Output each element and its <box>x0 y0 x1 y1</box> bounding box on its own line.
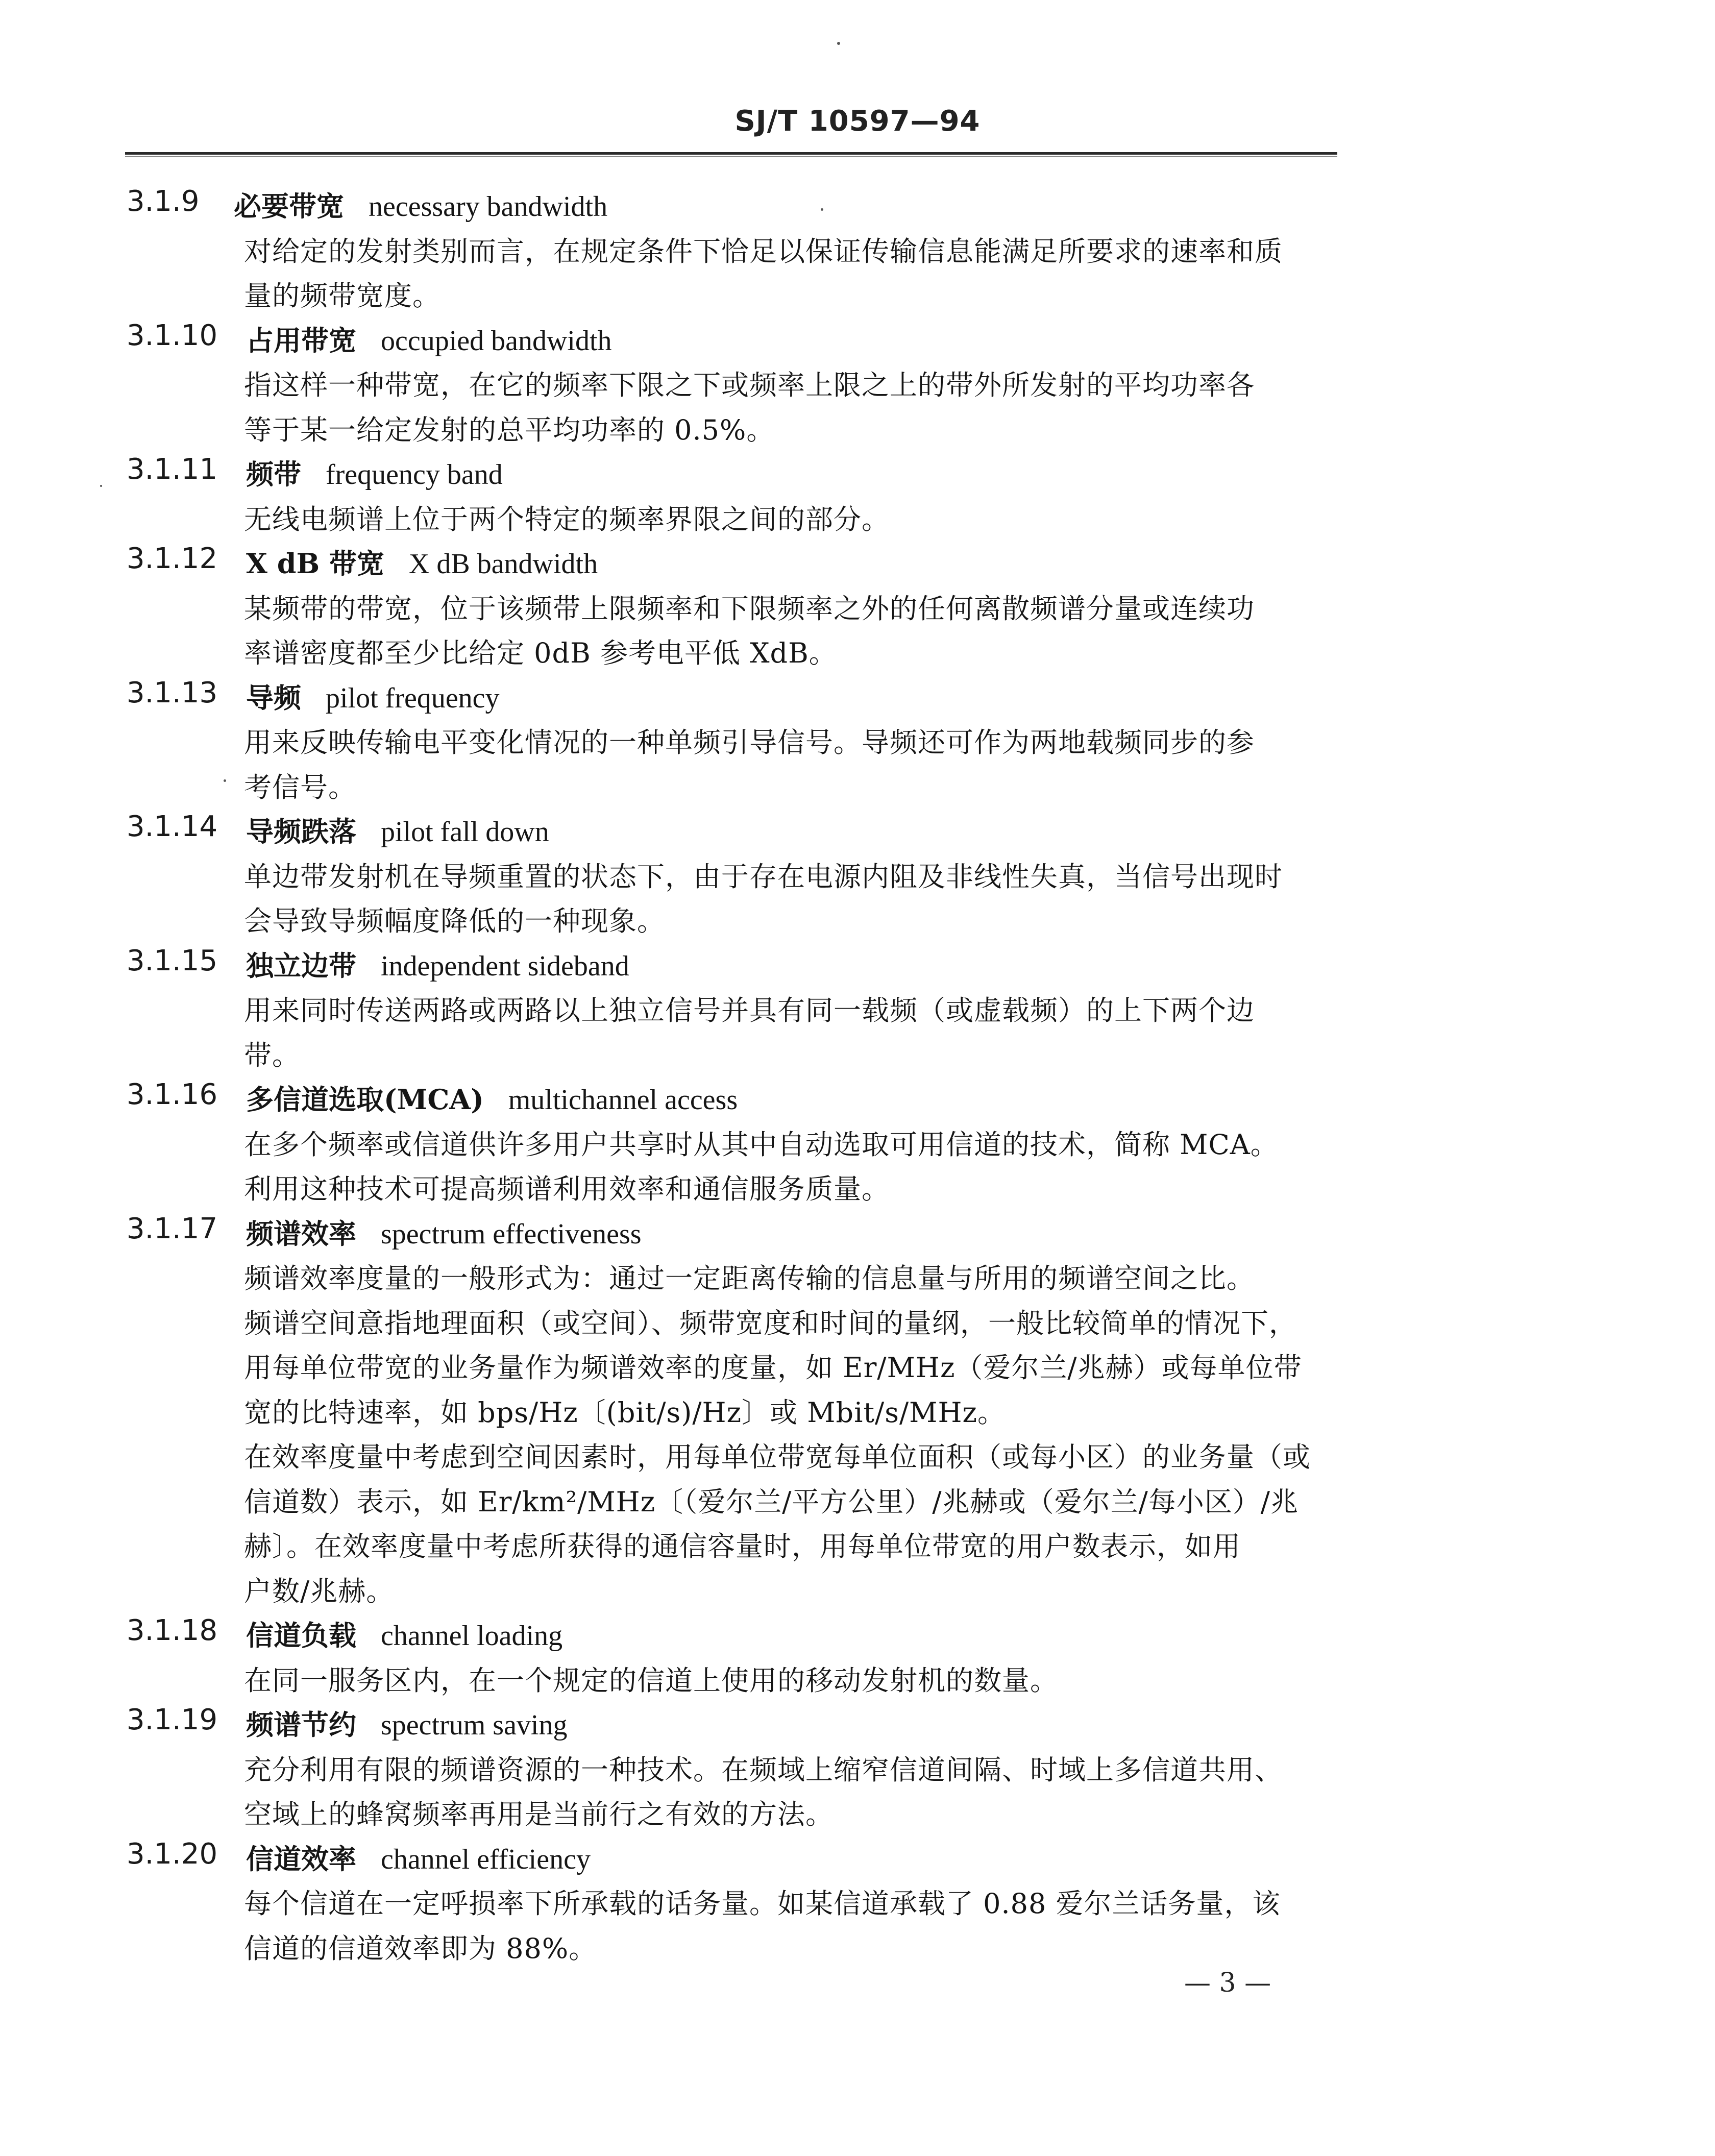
entry-term <box>246 810 549 849</box>
entry-number: 3.1.17 <box>127 1212 218 1245</box>
term-chinese: 导频 <box>246 681 301 714</box>
term-english: spectrum saving <box>381 1709 568 1741</box>
definition-line: 用来同时传送两路或两路以上独立信号并具有同一载频（或虚载频）的上下两个边 <box>244 994 1255 1026</box>
scan-speck <box>837 42 840 45</box>
definition-line: 利用这种技术可提高频谱利用效率和通信服务质量。 <box>244 1173 890 1205</box>
entry-term <box>246 944 629 984</box>
entry-term <box>246 1837 591 1877</box>
entry-term <box>246 453 503 492</box>
term-chinese: X dB 带宽 <box>246 547 384 580</box>
term-chinese: 频谱效率 <box>246 1217 356 1250</box>
term-chinese: 占用带宽 <box>246 324 356 357</box>
term-english: X dB bandwidth <box>408 548 598 580</box>
term-chinese: 频带 <box>246 458 301 491</box>
definition-line: 户数/兆赫。 <box>244 1575 395 1607</box>
definition-line: 宽的比特速率，如 bps/Hz〔(bit/s)/Hz〕或 Mbit/s/MHz。 <box>244 1396 1006 1429</box>
definition-line: 率谱密度都至少比给定 0dB 参考电平低 XdB。 <box>244 637 837 669</box>
entry-number: 3.1.12 <box>127 542 218 575</box>
term-english: pilot frequency <box>326 682 500 714</box>
entry-number: 3.1.19 <box>127 1703 218 1736</box>
term-english: necessary bandwidth <box>369 191 608 223</box>
definition-line: 某频带的带宽，位于该频带上限频率和下限频率之外的任何离散频谱分量或连续功 <box>244 592 1255 625</box>
definition-line: 在同一服务区内，在一个规定的信道上使用的移动发射机的数量。 <box>244 1664 1058 1697</box>
definition-line: 在效率度量中考虑到空间因素时，用每单位带宽每单位面积（或每小区）的业务量（或 <box>244 1441 1311 1473</box>
entry-term <box>246 676 500 716</box>
definition-line: 指这样一种带宽，在它的频率下限之下或频率上限之上的带外所发射的平均功率各 <box>244 369 1255 401</box>
definition-line: 空域上的蜂窝频率再用是当前行之有效的方法。 <box>244 1798 834 1830</box>
term-english: pilot fall down <box>381 816 549 848</box>
entry-number: 3.1.11 <box>127 453 218 486</box>
definition-line: 信道数）表示，如 Er/km²/MHz〔（爱尔兰/平方公里）/兆赫或（爱尔兰/每小区）/兆 <box>244 1485 1298 1518</box>
entry-number: 3.1.20 <box>127 1837 218 1871</box>
entry-number: 3.1.10 <box>127 318 218 352</box>
term-chinese: 必要带宽 <box>234 190 344 223</box>
term-chinese: 信道负载 <box>246 1619 356 1652</box>
definition-line: 用来反映传输电平变化情况的一种单频引导信号。导频还可作为两地载频同步的参 <box>244 726 1255 758</box>
entry-number: 3.1.13 <box>127 676 218 709</box>
scan-speck <box>100 485 102 487</box>
scan-speck <box>821 208 823 211</box>
definition-line: 考信号。 <box>244 771 356 803</box>
term-english: independent sideband <box>381 950 629 982</box>
entry-number: 3.1.14 <box>127 810 218 843</box>
entry-term <box>246 1212 642 1252</box>
entry-number: 3.1.18 <box>127 1614 218 1647</box>
term-chinese: 频谱节约 <box>246 1708 356 1741</box>
definition-line: 量的频带宽度。 <box>244 280 440 312</box>
scan-speck <box>224 779 226 782</box>
entry-number: 3.1.16 <box>127 1078 218 1111</box>
term-english: frequency band <box>326 459 503 491</box>
definition-line: 充分利用有限的频谱资源的一种技术。在频域上缩窄信道间隔、时域上多信道共用、 <box>244 1753 1283 1786</box>
definition-line: 频谱效率度量的一般形式为：通过一定距离传输的信息量与所用的频谱空间之比。 <box>244 1262 1255 1294</box>
definition-line: 会导致导频幅度降低的一种现象。 <box>244 905 665 937</box>
term-english: spectrum effectiveness <box>381 1218 642 1250</box>
definition-line: 在多个频率或信道供许多用户共享时从其中自动选取可用信道的技术，简称 MCA。 <box>244 1128 1279 1161</box>
definition-line: 用每单位带宽的业务量作为频谱效率的度量，如 Er/MHz（爱尔兰/兆赫）或每单位带 <box>244 1352 1302 1384</box>
entry-term <box>246 542 598 581</box>
entry-term <box>246 1078 738 1117</box>
term-english: channel efficiency <box>381 1843 591 1875</box>
term-english: occupied bandwidth <box>381 325 612 357</box>
definition-line: 带。 <box>244 1039 300 1071</box>
page-number: — 3 — <box>1184 1968 1271 1998</box>
entry-term <box>246 319 612 358</box>
entry-term <box>234 185 607 224</box>
page-header: SJ/T 10597—94 <box>734 105 981 138</box>
header-rule-thin <box>125 156 1337 157</box>
definition-line: 赫〕。在效率度量中考虑所获得的通信容量时，用每单位带宽的用户数表示，如用 <box>244 1530 1241 1562</box>
entry-number: 3.1.9 <box>127 185 200 218</box>
term-chinese: 多信道选取(MCA) <box>246 1083 484 1116</box>
entry-term <box>246 1614 562 1653</box>
term-english: channel loading <box>381 1620 563 1652</box>
definition-line: 每个信道在一定呼损率下所承载的话务量。如某信道承载了 0.88 爱尔兰话务量，该 <box>244 1888 1281 1920</box>
term-chinese: 导频跌落 <box>246 815 356 848</box>
definition-line: 对给定的发射类别而言，在规定条件下恰足以保证传输信息能满足所要求的速率和质 <box>244 235 1283 267</box>
definition-line: 无线电频谱上位于两个特定的频率界限之间的部分。 <box>244 503 890 535</box>
entry-number: 3.1.15 <box>127 944 218 977</box>
definition-line: 单边带发射机在导频重置的状态下，由于存在电源内阻及非线性失真，当信号出现时 <box>244 860 1283 893</box>
term-chinese: 独立边带 <box>246 949 356 982</box>
entry-term <box>246 1703 567 1743</box>
definition-line: 信道的信道效率即为 88%。 <box>244 1932 597 1965</box>
definition-line: 等于某一给定发射的总平均功率的 0.5%。 <box>244 413 775 446</box>
term-english: multichannel access <box>508 1084 738 1116</box>
definition-line: 频谱空间意指地理面积（或空间）、频带宽度和时间的量纲，一般比较简单的情况下， <box>244 1307 1297 1339</box>
header-rule <box>125 152 1337 155</box>
term-chinese: 信道效率 <box>246 1842 356 1875</box>
